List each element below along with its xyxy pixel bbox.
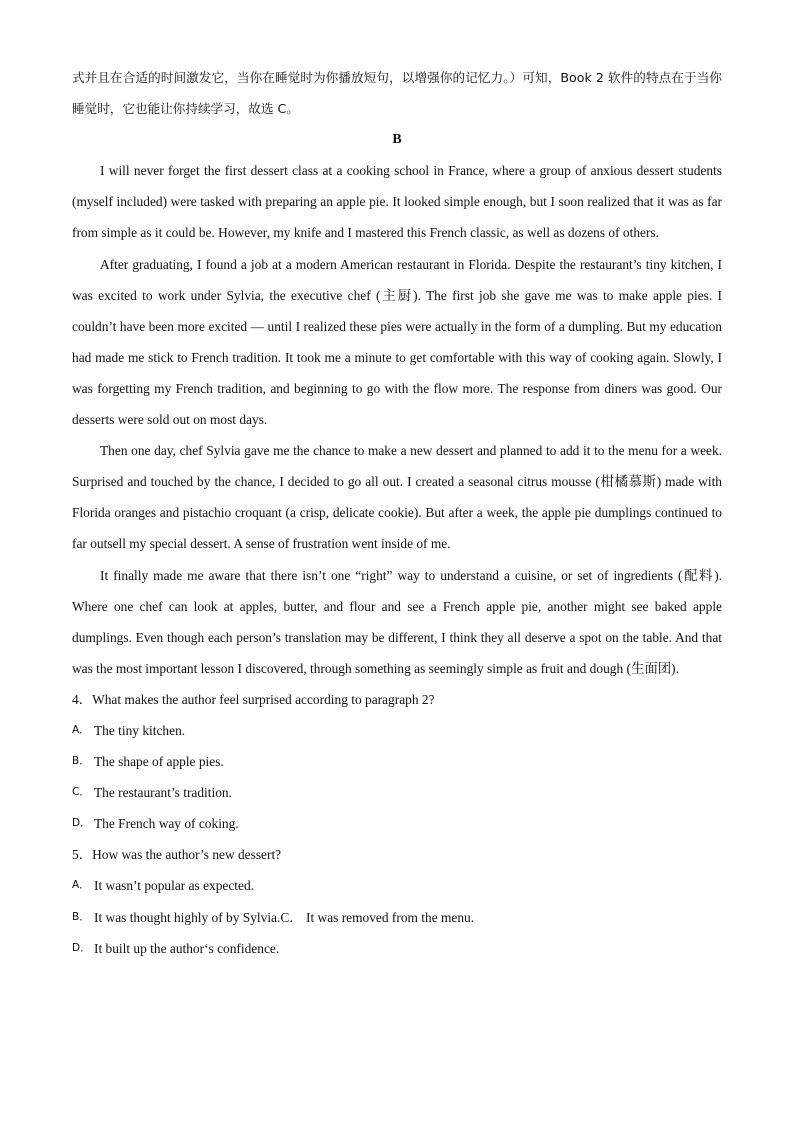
passage-paragraph-1: I will never forget the first dessert class at a cooking school in France, where a group of anxious dessert students (myself included) were tasked with preparing an apple pie. It looked simple enough, but I soon realized that it was as far from simple as it could be. However, my knife and I mastered this French classic, as well as dozens of others. <box>72 163 722 241</box>
question-4-stem: 4．What makes the author feel surprised according to paragraph 2? <box>72 691 435 707</box>
option-letter: D． <box>72 817 91 830</box>
question-4-option-d <box>72 808 722 839</box>
question-5-option-a <box>72 870 722 901</box>
option-text: The tiny kitchen. <box>94 722 186 738</box>
question-5-stem: 5．How was the author’s new dessert? <box>72 847 282 863</box>
passage-paragraph-2: After graduating, I found a job at a modern American restaurant in Florida. Despite the restaurant’s tiny kitchen, I was excited to work under Sylvia, the executive chef (主厨). The first job she gave me was to make apple pies. I couldn’t have been more excited — until I realized these pies were actually in the form of a dumpling. But my education had made me stick to French tradition. It took me a minute to get comfortable with this way of cooking again. Slowly, I was forgetting my French tradition, and beginning to go with the flow more. The response from diners was good. Our desserts were sold out on most days. <box>72 256 722 428</box>
question-4-option-a <box>72 715 722 746</box>
option-text: The restaurant’s tradition. <box>94 785 232 801</box>
option-letter: C． <box>72 786 90 799</box>
question-5-option-b <box>72 902 722 933</box>
option-text: It was thought highly of by Sylvia.C． It was removed from the menu. <box>94 909 475 925</box>
option-text: The shape of apple pies. <box>94 754 224 770</box>
question-4-option-b <box>72 746 722 777</box>
option-letter: B． <box>72 910 90 923</box>
passage-paragraph-4: It finally made me aware that there isn’t one “right” way to understand a cuisine, or set of ingredients (配料). Where one chef can look at apples, butter, and flour and see a French apple pie, another might see baked apple dumplings. Even though each person’s translation may be different, I think they all deserve a spot on the table. And that was the most important lesson I discovered, through something as seemingly simple as fruit and dough (生面团). <box>72 567 722 676</box>
option-letter: A． <box>72 723 90 736</box>
section-heading: B <box>392 132 402 148</box>
answer-explanation-text: 式并且在合适的时间激发它，当你在睡觉时为你播放短句，以增强你的记忆力。）可知，Book 2 软件的特点在于当你睡觉时，它也能让你持续学习，故选 C。 <box>72 70 722 117</box>
option-letter: B． <box>72 755 90 768</box>
option-text: The French way of coking. <box>94 816 239 832</box>
question-5-option-d <box>72 933 722 964</box>
question-4-option-c <box>72 777 722 808</box>
option-text: It built up the author‘s confidence. <box>94 940 280 956</box>
option-letter: D． <box>72 941 91 954</box>
passage-paragraph-3: Then one day, chef Sylvia gave me the chance to make a new dessert and planned to add it to the menu for a week. Surprised and touched by the chance, I decided to go all out. I created a seasonal citrus mousse (柑橘慕斯) made with Florida oranges and pistachio croquant (a crisp, delicate cookie). But after a week, the apple pie dumplings continued to far outsell my special dessert. A sense of frustration went inside of me. <box>72 443 722 552</box>
document-page <box>72 62 722 964</box>
option-text: It wasn’t popular as expected. <box>94 878 255 894</box>
option-letter: A． <box>72 879 90 892</box>
